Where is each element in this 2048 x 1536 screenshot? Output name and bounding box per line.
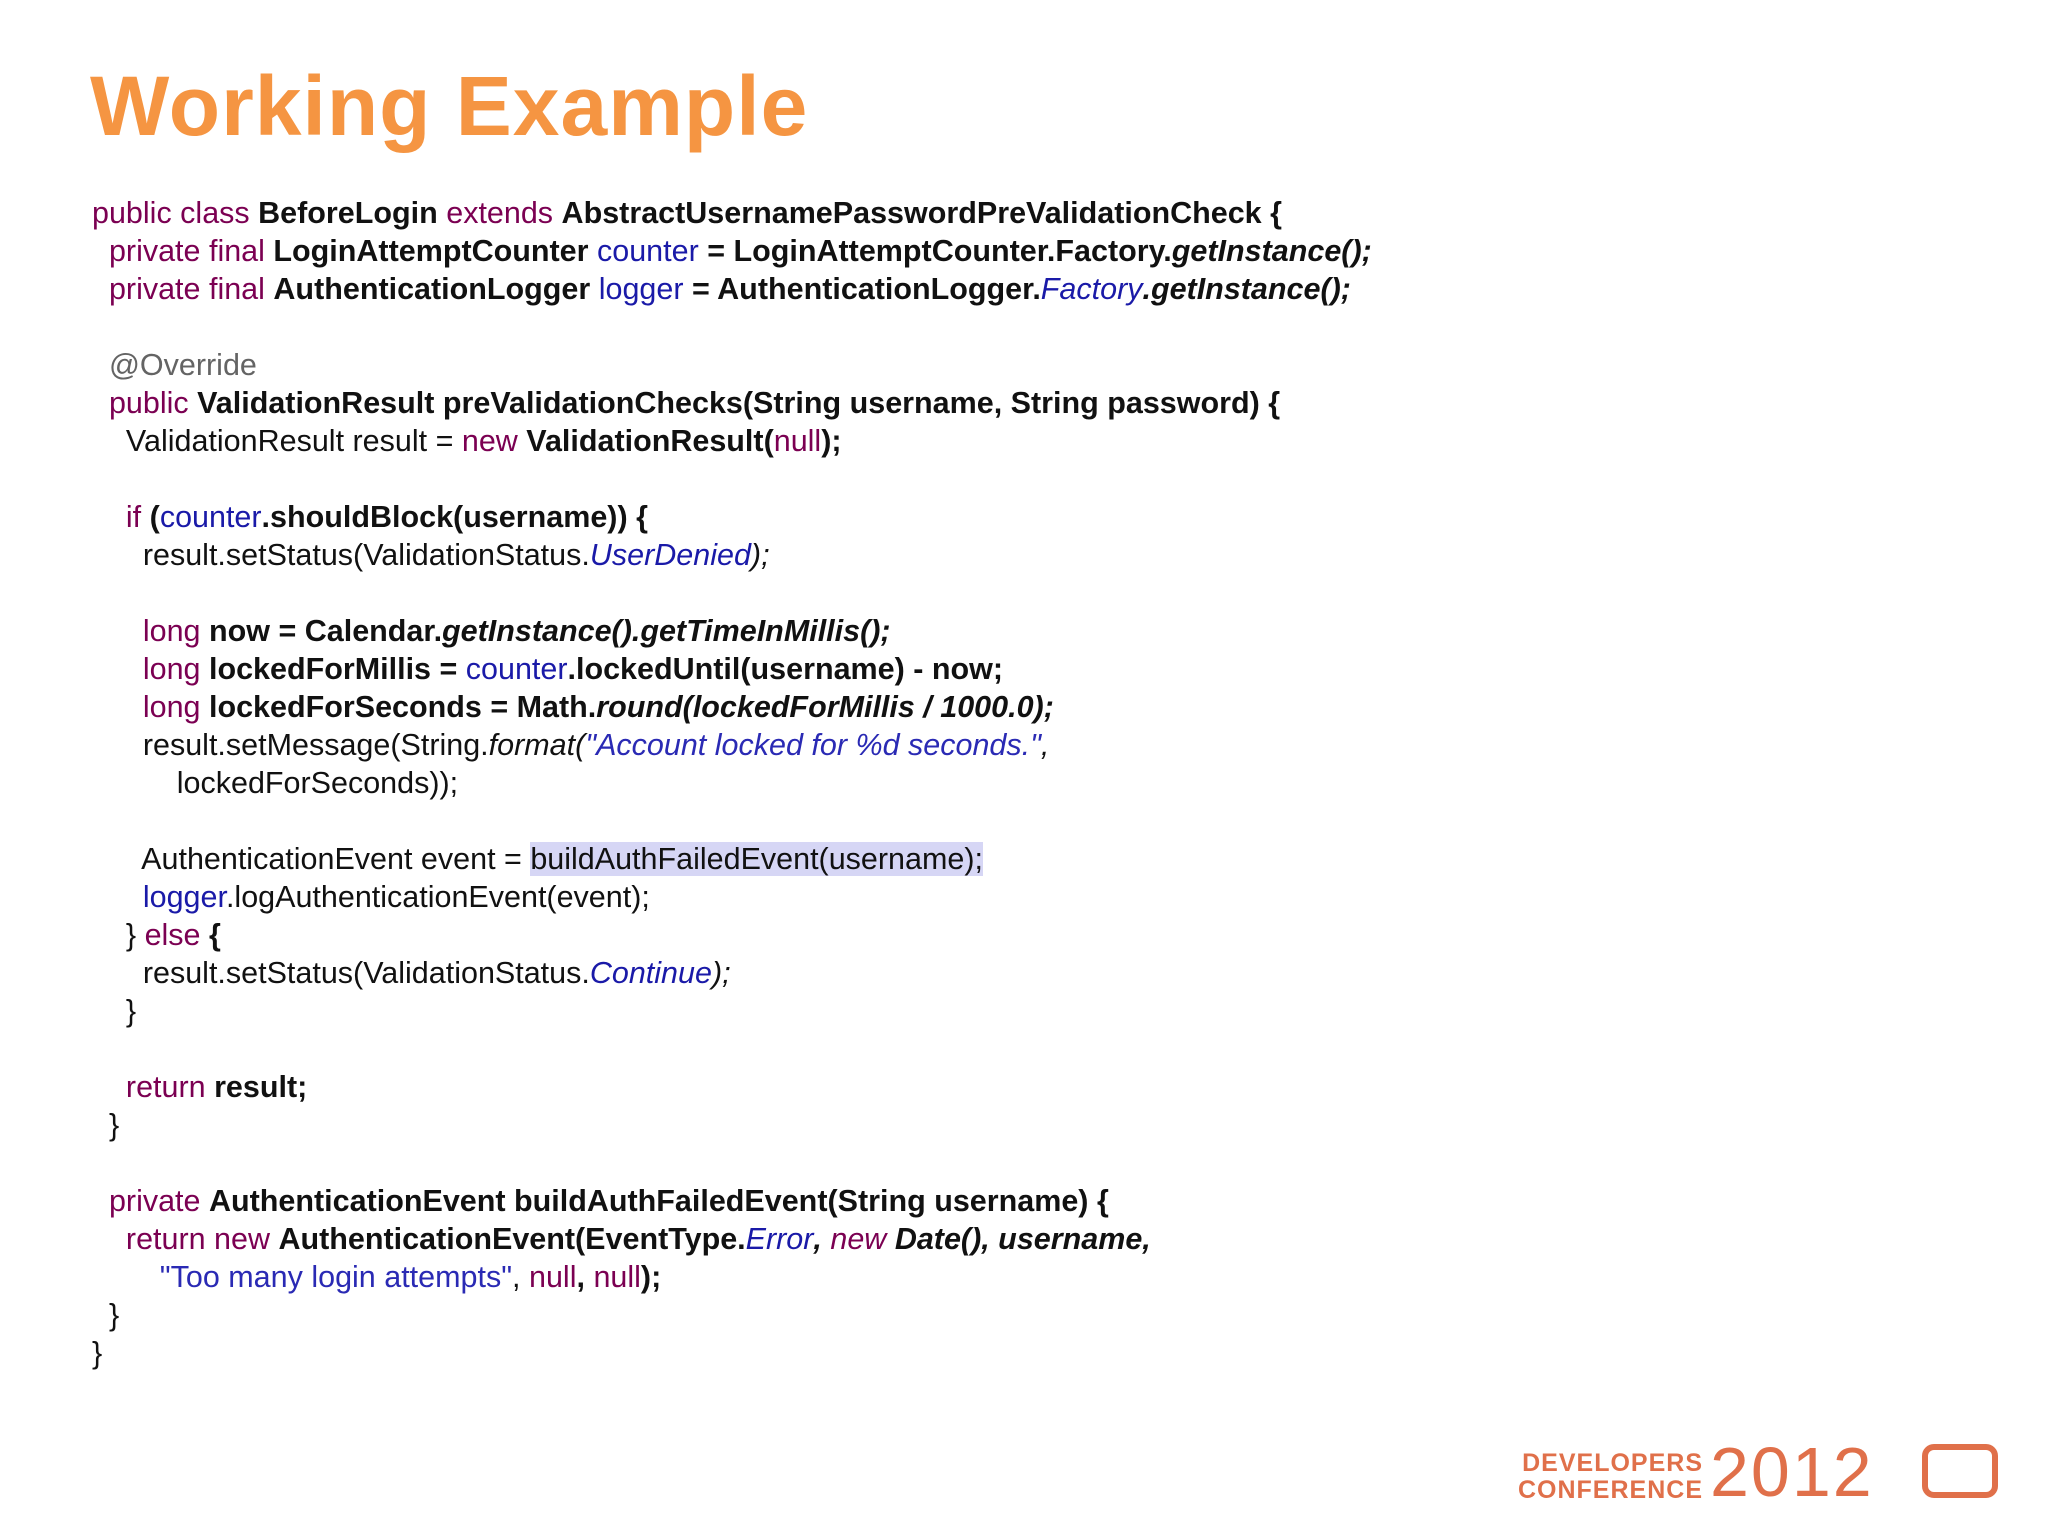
code-token: logger [142, 880, 226, 914]
code-token: UserDenied [589, 538, 751, 572]
code-token: result; [214, 1070, 308, 1104]
code-line [92, 1144, 1372, 1182]
code-line [92, 232, 1372, 270]
code-line [92, 422, 1372, 460]
code-token: { [209, 918, 221, 952]
code-token: @Override [108, 348, 257, 382]
code-token: .getInstance(); [1142, 272, 1351, 306]
code-line [92, 650, 1372, 688]
rounded-rectangle-icon [1922, 1444, 1998, 1498]
code-line [92, 1068, 1372, 1106]
code-line [92, 878, 1372, 916]
code-token: "Account locked for %d seconds." [585, 728, 1041, 762]
code-token: } [92, 1298, 120, 1332]
code-token: , [512, 1260, 529, 1294]
code-token: format( [488, 728, 586, 762]
code-line [92, 688, 1372, 726]
code-token: round(lockedForMillis / 1000.0); [596, 690, 1054, 724]
code-token: result.setStatus(ValidationStatus. [92, 538, 590, 572]
code-token [92, 1222, 126, 1256]
code-token: } [92, 918, 145, 952]
code-token: LoginAttemptCounter [273, 234, 597, 268]
code-token [92, 272, 109, 306]
code-token: } [92, 1108, 120, 1142]
conference-logo [1498, 1433, 2018, 1516]
code-token: result.setMessage(String. [92, 728, 489, 762]
code-token: result.setStatus(ValidationStatus. [92, 956, 590, 990]
code-line [92, 992, 1372, 1030]
code-token: long [142, 690, 209, 724]
code-token [92, 614, 143, 648]
code-line [92, 1258, 1372, 1296]
code-line [92, 726, 1372, 764]
code-line [92, 498, 1372, 536]
code-token: , [576, 1260, 594, 1294]
code-token [92, 652, 143, 686]
code-line [92, 954, 1372, 992]
code-line [92, 802, 1372, 840]
code-token: logger [598, 272, 684, 306]
code-token: "Too many login attempts" [159, 1260, 513, 1294]
code-token: ValidationResult( [526, 424, 774, 458]
code-token: now = Calendar. [208, 614, 443, 648]
code-token: AbstractUsernamePasswordPreValidationCheck { [561, 196, 1282, 230]
code-token [92, 880, 143, 914]
code-token: new [830, 1222, 895, 1256]
code-token: else [144, 918, 209, 952]
code-token: lockedForSeconds = Math. [208, 690, 597, 724]
code-token: getInstance().getTimeInMillis(); [442, 614, 891, 648]
code-block [92, 194, 1372, 1372]
code-line [92, 194, 1372, 232]
code-line [92, 536, 1372, 574]
code-token: return [125, 1070, 215, 1104]
code-token: } [92, 1336, 103, 1370]
conference-name-line1: DEVELOPERS [1522, 1449, 1703, 1477]
code-token: ); [640, 1260, 662, 1294]
code-token: long [142, 614, 209, 648]
code-token: AuthenticationEvent event = [92, 842, 531, 876]
code-line [92, 764, 1372, 802]
code-token: lockedForSeconds)); [92, 766, 459, 800]
code-token: = LoginAttemptCounter.Factory. [698, 234, 1172, 268]
code-token: .shouldBlock(username)) { [261, 500, 648, 534]
code-token [92, 1184, 109, 1218]
code-line [92, 460, 1372, 498]
code-token: public class [92, 196, 259, 230]
code-token: counter [597, 234, 699, 268]
code-token: ValidationResult preValidationChecks(String username, String password) { [197, 386, 1281, 420]
code-token [92, 500, 126, 534]
code-token: private [108, 1184, 209, 1218]
code-token: ); [821, 424, 842, 458]
code-line [92, 1334, 1372, 1372]
slide-title: Working Example [90, 59, 809, 153]
code-token: new [461, 424, 527, 458]
code-line [92, 384, 1372, 422]
code-token: private final [108, 234, 274, 268]
conference-name [1498, 1450, 1703, 1504]
code-line [92, 916, 1372, 954]
code-token: null [773, 424, 822, 458]
code-token: ); [750, 538, 770, 572]
code-line [92, 1106, 1372, 1144]
code-token: return new [125, 1222, 279, 1256]
code-token [92, 1070, 126, 1104]
code-token: ValidationResult result = [92, 424, 462, 458]
code-token: AuthenticationLogger [273, 272, 599, 306]
code-token: BeforeLogin [258, 196, 447, 230]
code-line [92, 574, 1372, 612]
code-line [92, 1182, 1372, 1220]
code-token: ); [711, 956, 731, 990]
code-token: Continue [589, 956, 712, 990]
code-token: null [529, 1260, 577, 1294]
code-token [92, 234, 109, 268]
code-token: AuthenticationEvent(EventType. [278, 1222, 746, 1256]
code-token: counter [465, 652, 568, 686]
code-line [92, 270, 1372, 308]
code-token: Date(), username, [894, 1222, 1151, 1256]
code-token [92, 690, 143, 724]
code-token: Factory [1040, 272, 1143, 306]
code-token: Error [745, 1222, 814, 1256]
code-token: extends [446, 196, 562, 230]
code-line [92, 346, 1372, 384]
code-token: lockedForMillis = [208, 652, 466, 686]
conference-name-line2: CONFERENCE [1517, 1476, 1703, 1504]
code-line [92, 308, 1372, 346]
code-line [92, 1296, 1372, 1334]
code-token [92, 386, 109, 420]
conference-year: 2012 [1710, 1433, 1874, 1511]
code-line [92, 612, 1372, 650]
code-line [92, 840, 1372, 878]
code-token: private final [108, 272, 274, 306]
code-line [92, 1220, 1372, 1258]
code-token: null [593, 1260, 641, 1294]
code-line [92, 1030, 1372, 1068]
code-token: = AuthenticationLogger. [683, 272, 1041, 306]
code-token: getInstance(); [1171, 234, 1372, 268]
code-token: counter [159, 500, 262, 534]
code-token [92, 348, 109, 382]
code-token: public [108, 386, 198, 420]
code-token: buildAuthFailedEvent(username); [530, 842, 983, 876]
code-token: long [142, 652, 209, 686]
code-token: .lockedUntil(username) - now; [567, 652, 1004, 686]
code-token: if [125, 500, 150, 534]
code-token: ( [149, 500, 160, 534]
code-token: , [813, 1222, 831, 1256]
code-token: , [1040, 728, 1050, 762]
code-token [92, 1260, 160, 1294]
code-token: AuthenticationEvent buildAuthFailedEvent(String username) { [208, 1184, 1109, 1218]
code-token: } [92, 994, 137, 1028]
code-token: .logAuthenticationEvent(event); [225, 880, 650, 914]
